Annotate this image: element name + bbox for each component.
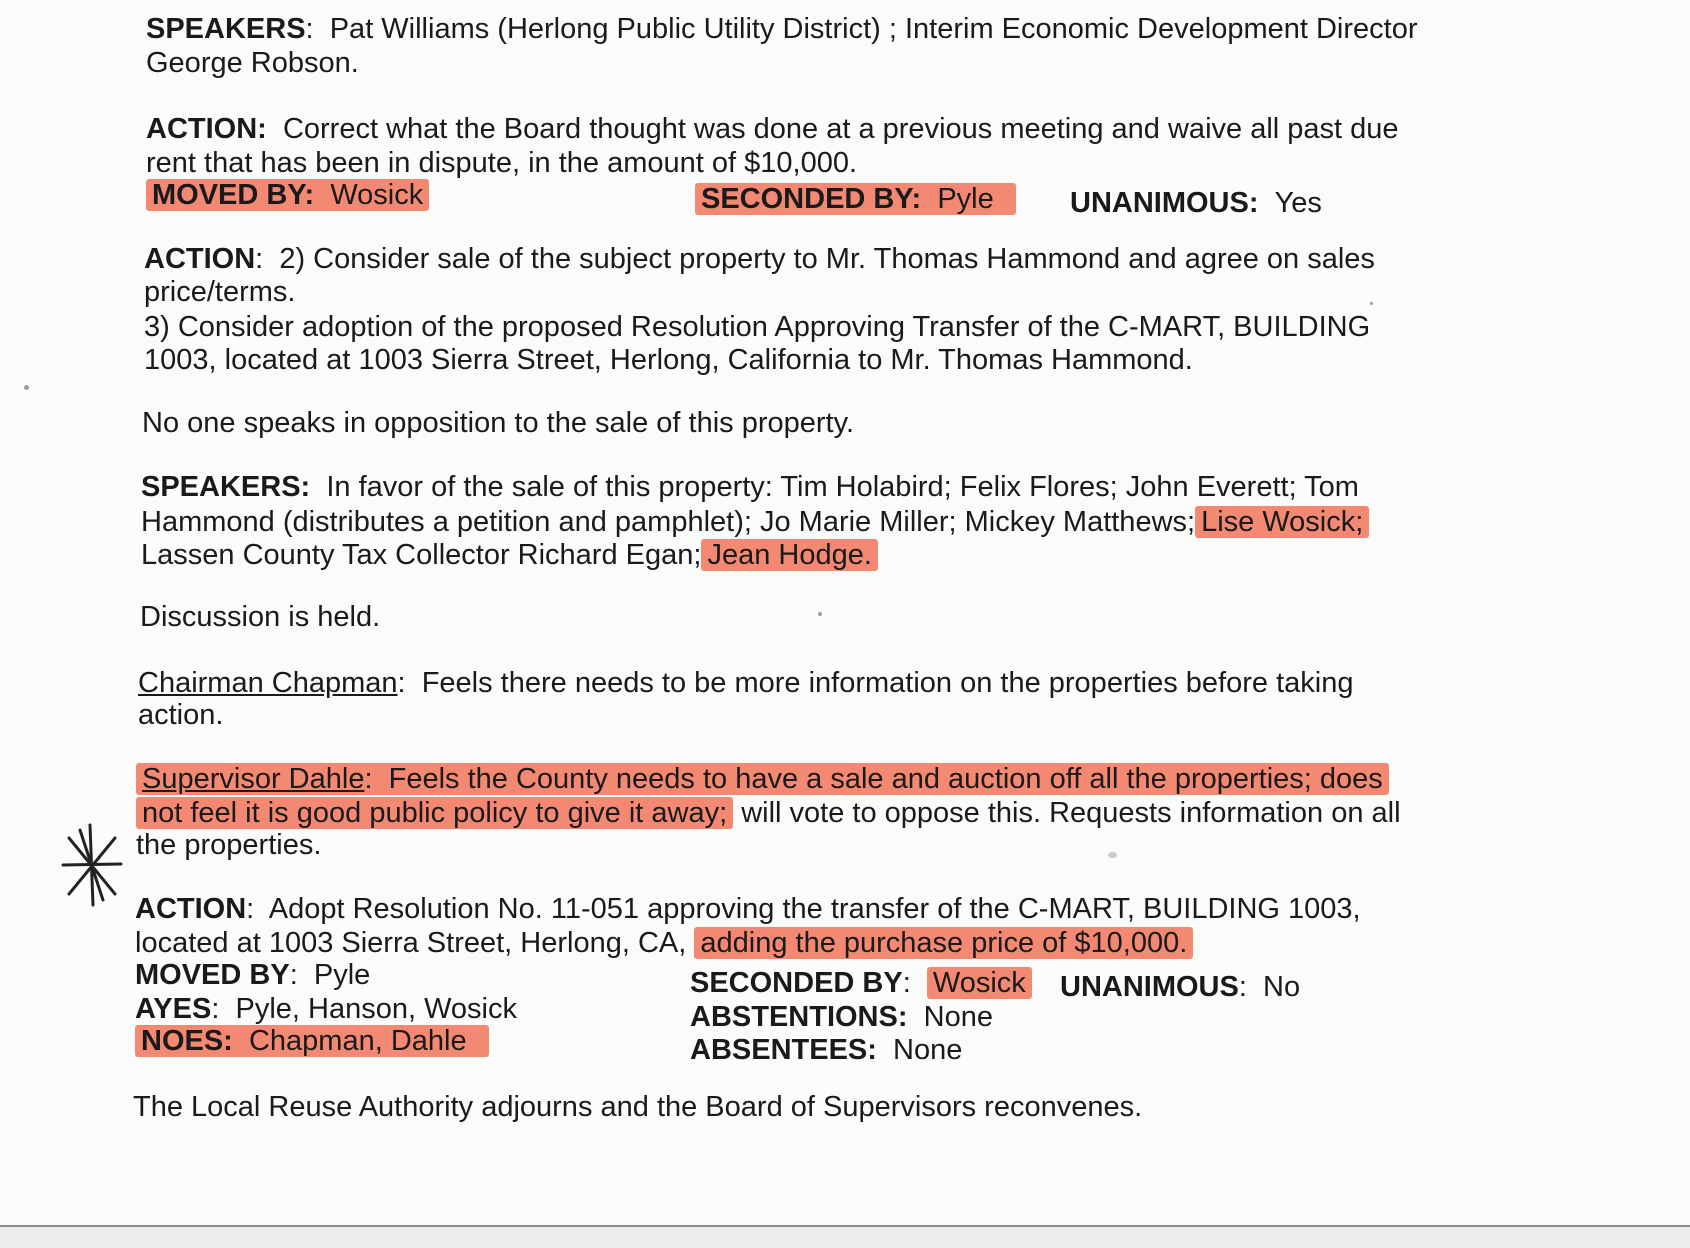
moved-by-value-2: Pyle — [313, 959, 371, 991]
action-2-line-3 — [144, 310, 1370, 344]
scan-speck — [1370, 302, 1373, 305]
action-1-text-2: rent that has been in dispute, in the amount of $10,000. — [146, 147, 858, 179]
adjournment-statement — [133, 1090, 1142, 1124]
noes-label: NOES: — [141, 1025, 233, 1057]
speakers-favor-text-2: Hammond (distributes a petition and pamphlet); Jo Marie Miller; Mickey Matthews; — [141, 506, 1196, 538]
scan-speck — [818, 612, 822, 616]
dahle-line-1: Supervisor Dahle: Feels the County needs to have a sale and auction off all the properties; does — [136, 762, 1389, 796]
speakers-favor-text-1: In favor of the sale of this property: Tim Holabird; Felix Flores; John Everett; Tom — [326, 471, 1359, 503]
speakers-favor-highlight-2: Jean Hodge. — [701, 539, 877, 571]
speakers-favor-line-2 — [141, 505, 1369, 539]
action-1-seconded-by — [695, 182, 1016, 216]
action-3-moved-by: MOVED BY: Pyle — [135, 959, 371, 991]
unanimous-label: UNANIMOUS: — [1070, 187, 1259, 219]
scan-speck — [24, 385, 29, 390]
action-3-line-1: ACTION: Adopt Resolution No. 11-051 approving the transfer of the C-MART, BUILDING 1003, — [135, 893, 1361, 925]
discussion-text: Discussion is held. — [140, 601, 381, 633]
moved-by-value: Wosick — [330, 179, 424, 211]
speakers-favor-text-3: Lassen County Tax Collector Richard Egan; — [141, 539, 702, 571]
speakers-favor-line-3 — [141, 538, 878, 572]
action-label-2: ACTION — [144, 243, 256, 275]
action-2-line-1: ACTION: 2) Consider sale of the subject property to Mr. Thomas Hammond and agree on sales — [144, 243, 1375, 275]
dahle-text-1: Feels the County needs to have a sale and auction off all the properties; does — [388, 763, 1383, 795]
action-label: ACTION: — [146, 113, 267, 145]
action-3-text-1: Adopt Resolution No. 11-051 approving the transfer of the C-MART, BUILDING 1003, — [268, 893, 1361, 925]
asterisk-mark-icon — [55, 820, 125, 910]
unanimous-label-2: UNANIMOUS — [1060, 971, 1239, 1003]
chairman-text-1: Feels there needs to be more information on the properties before taking — [421, 667, 1354, 699]
seconded-by-value: Pyle — [937, 183, 994, 215]
dahle-line-2 — [136, 796, 1401, 830]
noes-value: Chapman, Dahle — [248, 1025, 467, 1057]
dahle-speaker: Supervisor Dahle — [142, 763, 365, 795]
abstentions-value: None — [923, 1001, 993, 1033]
chairman-line-2 — [138, 698, 223, 732]
ayes-label: AYES — [135, 993, 212, 1025]
dahle-text-3: the properties. — [136, 829, 322, 861]
action-3-highlight: adding the purchase price of $10,000. — [694, 927, 1193, 959]
action-2-line-2 — [144, 275, 295, 309]
speakers-favor-label: SPEAKERS: — [141, 471, 311, 503]
unanimous-value-2: No — [1263, 971, 1301, 1003]
scan-edge — [0, 1225, 1690, 1248]
speakers-label: SPEAKERS — [146, 13, 306, 45]
opposition-statement — [142, 406, 854, 440]
action-1-unanimous — [1070, 186, 1322, 220]
speakers-favor-line-1 — [141, 470, 1359, 504]
action-1-line-1 — [146, 112, 1399, 146]
action-2-text-4: 1003, located at 1003 Sierra Street, Herlong, California to Mr. Thomas Hammond. — [144, 344, 1193, 376]
seconded-by-value-2: Wosick — [927, 967, 1032, 999]
speakers-line-2 — [146, 46, 359, 80]
action-2-text-2: price/terms. — [144, 276, 296, 308]
action-3-noes — [135, 1024, 489, 1058]
action-3-text-2: located at 1003 Sierra Street, Herlong, CA, — [135, 927, 687, 959]
action-2-line-4 — [144, 343, 1193, 377]
chairman-speaker: Chairman Chapman — [138, 667, 398, 699]
action-3-ayes: AYES: Pyle, Hanson, Wosick — [135, 993, 518, 1025]
dahle-highlight: not feel it is good public policy to give it away; — [136, 797, 733, 829]
absentees-value: None — [893, 1034, 963, 1066]
seconded-by-label: SECONDED BY: — [701, 183, 922, 215]
action-3-unanimous: UNANIMOUS: No — [1060, 971, 1301, 1003]
opposition-text: No one speaks in opposition to the sale of this property. — [142, 407, 855, 439]
discussion-statement — [140, 600, 380, 634]
action-2-text-1: 2) Consider sale of the subject property to Mr. Thomas Hammond and agree on sales — [279, 243, 1375, 275]
adjournment-text: The Local Reuse Authority adjourns and the Board of Supervisors reconvenes. — [133, 1091, 1143, 1123]
seconded-by-label-2: SECONDED BY — [690, 967, 903, 999]
chairman-line-1: Chairman Chapman: Feels there needs to be more information on the properties before taking — [138, 667, 1354, 699]
action-1-moved-by — [146, 178, 429, 212]
ayes-value: Pyle, Hanson, Wosick — [235, 993, 518, 1025]
absentees-label: ABSENTEES: — [690, 1034, 877, 1066]
action-3-absentees — [690, 1033, 962, 1067]
moved-by-label-2: MOVED BY — [135, 959, 290, 991]
action-1-text-1: Correct what the Board thought was done at a previous meeting and waive all past due — [282, 113, 1399, 145]
action-label-3: ACTION — [135, 893, 247, 925]
scan-speck — [1108, 852, 1117, 858]
speakers-text-2: George Robson. — [146, 47, 359, 79]
action-3-abstentions — [690, 1000, 993, 1034]
dahle-line-3 — [136, 828, 321, 862]
abstentions-label: ABSTENTIONS: — [690, 1001, 908, 1033]
unanimous-value: Yes — [1274, 187, 1322, 219]
speakers-text-1: Pat Williams (Herlong Public Utility District) ; Interim Economic Development Director — [329, 13, 1418, 45]
dahle-text-2: will vote to oppose this. Requests information on all — [741, 797, 1401, 829]
speakers-line-1: SPEAKERS: Pat Williams (Herlong Public Utility District) ; Interim Economic Development Director — [146, 13, 1418, 45]
chairman-text-2: action. — [138, 699, 224, 731]
speakers-favor-highlight-1: Lise Wosick; — [1195, 506, 1369, 538]
action-3-line-2 — [135, 926, 1193, 960]
moved-by-label: MOVED BY: — [152, 179, 315, 211]
action-3-seconded-by: SECONDED BY: Wosick — [690, 966, 1032, 1000]
action-1-line-2 — [146, 146, 857, 180]
action-2-text-3: 3) Consider adoption of the proposed Resolution Approving Transfer of the C-MART, BUILDING — [144, 311, 1371, 343]
